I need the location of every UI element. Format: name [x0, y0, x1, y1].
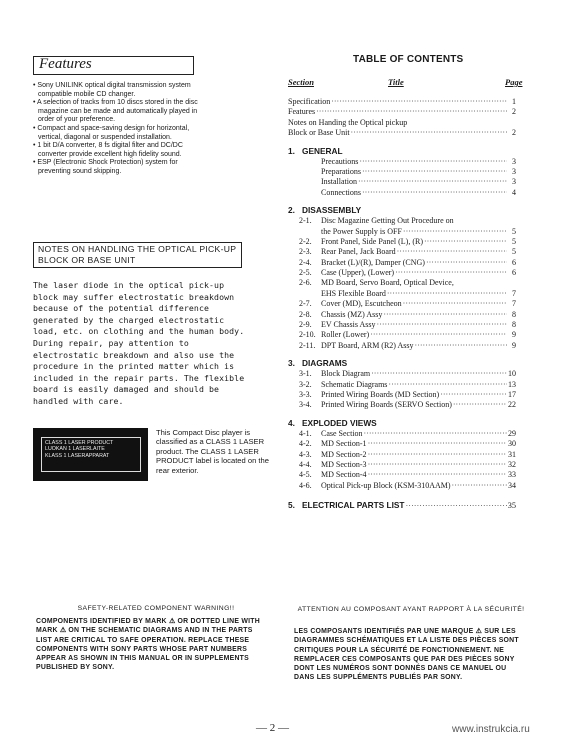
toc-entry-title: Disc Magazine Getting Out Procedure on [321, 216, 454, 226]
toc-entry-number: 3-3. [299, 389, 312, 399]
toc-entry [288, 330, 516, 340]
toc-entry-number: 3-1. [299, 369, 312, 379]
toc-entry-page: 34 [508, 480, 516, 490]
toc-entry [288, 278, 516, 288]
toc-leader-dots [403, 299, 507, 309]
toc-entry-page: 8 [512, 320, 516, 330]
toc-leader-dots [316, 107, 507, 117]
toc-entry-title: Rear Panel, Jack Board [321, 247, 396, 257]
laser-description: This Compact Disc player is classified as a CLASS 1 LASER product. The CLASS 1 LASER PRODUCT label is located on the rear exterior. [156, 428, 269, 475]
toc-entry-title: Bracket (L)/(R), Damper (CNG) [321, 257, 425, 267]
toc-section-heading [288, 500, 516, 511]
toc-entry [288, 400, 516, 410]
toc-entry-page: 33 [508, 470, 516, 480]
toc-section-heading [288, 205, 516, 216]
toc-entry [288, 216, 516, 226]
toc-entry-page: 35 [507, 501, 516, 511]
toc-entry-title: MD Section-1 [321, 439, 367, 449]
toc-entry [288, 341, 516, 351]
toc-entry-page: 17 [508, 389, 516, 399]
toc-entry-title: Preparations [321, 166, 361, 176]
toc-entry-number: 4-2. [299, 439, 312, 449]
toc-entry [288, 118, 516, 128]
notes-body: The laser diode in the optical pick-up block may suffer electrostatic breakdown because of the potential difference generated by the charged electrostatic load, etc. on clothing and the human body. During repair, pay attention to electrostatic breakdown and also use the procedure in the printed matter which is included in the repair parts. The flexible board is easily damaged and should be handled with care. [33, 280, 245, 406]
toc-leader-dots [440, 390, 507, 400]
warning-fr-title: ATTENTION AU COMPOSANT AYANT RAPPORT À LA SÉCURITÉ! [297, 606, 525, 613]
toc-entry-number: 4-6. [299, 480, 312, 490]
toc-entry-title: Cover (MD), Escutcheon [321, 299, 402, 309]
toc-entry [288, 369, 516, 379]
toc-section-number: 4. [288, 417, 295, 428]
toc-entry-title: Optical Pick-up Block (KSM-310AAM) [321, 480, 451, 490]
toc-entry-title: MD Section-4 [321, 470, 367, 480]
toc-leader-dots [368, 470, 507, 480]
features-item: • Compact and space-saving design for horizontal, vertical, diagonal or suspended installation. [33, 124, 190, 141]
toc-entry-number: 4-4. [299, 459, 312, 469]
toc-entry [288, 227, 516, 237]
toc-entry-title: Block or Base Unit [288, 128, 350, 138]
toc-entry-title: Case Section [321, 428, 363, 438]
toc-entry-title: DPT Board, ARM (R2) Assy [321, 340, 414, 350]
toc-section-heading [288, 418, 516, 429]
toc-entry [288, 258, 516, 268]
toc-entry-page: 32 [508, 459, 516, 469]
toc-entry-page: 7 [512, 288, 516, 298]
toc-entry-page: 3 [512, 166, 516, 176]
toc-entry-page: 5 [512, 247, 516, 257]
toc-entry-title: Printed Wiring Boards (SERVO Section) [321, 400, 452, 410]
toc-entry [288, 429, 516, 439]
toc-entry-number: 2-5. [299, 268, 312, 278]
toc-entry-page: 10 [508, 369, 516, 379]
toc-column-page: Page [505, 77, 523, 87]
toc-entry [288, 450, 516, 460]
toc-section-number: 5. [288, 500, 295, 511]
toc-section-number: 3. [288, 358, 295, 369]
toc-entry-page: 5 [512, 236, 516, 246]
toc-entry-page: 9 [512, 330, 516, 340]
laser-label-line: LUOKAN 1 LASERLAITE [45, 446, 105, 453]
toc-section-number: 1. [288, 145, 295, 156]
toc-entry-title: Printed Wiring Boards (MD Section) [321, 389, 440, 399]
toc-leader-dots [364, 429, 507, 439]
features-item: • ESP (Electronic Shock Protection) system for preventing sound skipping. [33, 159, 178, 175]
toc-entry-number: 4-3. [299, 449, 312, 459]
toc-entry-page: 22 [508, 400, 516, 410]
toc-entry [288, 460, 516, 470]
toc-section-name: DISASSEMBLY [302, 205, 362, 216]
toc-leader-dots [453, 400, 507, 410]
toc-entry-number: 2-8. [299, 309, 312, 319]
toc-entry-number: 2-6. [299, 278, 312, 288]
toc-entry-number: 2-7. [299, 299, 312, 309]
laser-label-line: CLASS 1 LASER PRODUCT [45, 440, 114, 446]
laser-label-line: KLASS 1 LASERAPPARAT [45, 452, 110, 459]
toc-entry-title: Roller (Lower) [321, 330, 370, 340]
toc-entry [288, 247, 516, 257]
toc-entry-title: Features [288, 107, 316, 117]
toc-entry-title: MD Board, Servo Board, Optical Device, [321, 278, 454, 288]
toc-leader-dots [397, 247, 507, 257]
toc-leader-dots [395, 268, 507, 278]
page-number: — 2 — [256, 722, 289, 734]
toc-leader-dots [371, 369, 507, 379]
toc-entry-title: Notes on Handing the Optical pickup [288, 117, 408, 127]
toc-entry-title: Installation [321, 177, 357, 187]
toc-entry-page: 30 [508, 439, 516, 449]
toc-section-heading [288, 358, 516, 369]
features-item: • 1 bit D/A converter, 8 fs digital filter and DC/DC converter provide excellent high fidelity sound. [33, 142, 183, 158]
toc-leader-dots [383, 310, 507, 320]
toc-leader-dots [368, 450, 507, 460]
toc-entry-number: 2-3. [299, 247, 312, 257]
toc-entry-page: 9 [512, 340, 516, 350]
toc-entry [288, 188, 516, 198]
toc-entry-title: MD Section-3 [321, 459, 367, 469]
toc-leader-dots [362, 167, 507, 177]
toc-entry-number: 4-1. [299, 428, 312, 438]
toc-leader-dots [370, 330, 507, 340]
toc-entry-page: 4 [512, 187, 516, 197]
table-of-contents [288, 97, 516, 511]
toc-leader-dots [351, 128, 507, 138]
toc-entry [288, 268, 516, 278]
toc-column-section: Section [288, 77, 314, 87]
toc-entry-number: 2-2. [299, 236, 312, 246]
toc-entry [288, 177, 516, 187]
toc-section-heading [288, 146, 516, 157]
toc-leader-dots [403, 227, 507, 237]
toc-column-title: Title [388, 77, 404, 87]
toc-entry-page: 6 [512, 257, 516, 267]
features-list [33, 82, 208, 177]
toc-entry-page: 6 [512, 268, 516, 278]
toc-entry-page: 3 [512, 177, 516, 187]
toc-entry-page: 5 [512, 226, 516, 236]
toc-leader-dots [452, 481, 507, 491]
notes-title: NOTES ON HANDLING THE OPTICAL PICK-UP BLOCK OR BASE UNIT [38, 244, 237, 265]
toc-entry-number: 2-1. [299, 216, 312, 226]
toc-entry-page: 3 [512, 156, 516, 166]
toc-leader-dots [358, 177, 507, 187]
toc-entry [288, 439, 516, 449]
toc-leader-dots [415, 341, 507, 351]
toc-entry-number: 2-4. [299, 257, 312, 267]
toc-entry-title: EV Chassis Assy [321, 320, 376, 330]
toc-leader-dots [368, 439, 507, 449]
toc-entry [288, 320, 516, 330]
toc-entry-title: Precautions [321, 156, 359, 166]
toc-section-name: DIAGRAMS [302, 358, 348, 369]
toc-entry-page: 8 [512, 309, 516, 319]
toc-entry [288, 310, 516, 320]
toc-section-name: GENERAL [302, 145, 343, 156]
laser-label-text [45, 440, 113, 459]
toc-entry-number: 4-5. [299, 470, 312, 480]
warning-en-body: COMPONENTS IDENTIFIED BY MARK ⚠ OR DOTTED LINE WITH MARK ⚠ ON THE SCHEMATIC DIAGRAMS AND IN THE PARTS LIST ARE CRITICAL TO SAFE OPERATION. REPLACE THESE COMPONENTS WITH SONY PARTS WHOSE PART NUMBERS APPEAR AS SHOWN IN THIS MANUAL OR IN SUPPLEMENTS PUBLISHED BY SONY. [36, 618, 260, 672]
toc-entry-title: Case (Upper), (Lower) [321, 268, 395, 278]
toc-entry [288, 128, 516, 138]
toc-entry-title: Schematic Diagrams [321, 379, 388, 389]
toc-entry-page: 29 [508, 428, 516, 438]
toc-entry [288, 157, 516, 167]
toc-leader-dots [362, 188, 507, 198]
toc-entry-title: MD Section-2 [321, 449, 367, 459]
toc-entry [288, 299, 516, 309]
toc-entry-title: Front Panel, Side Panel (L), (R) [321, 236, 423, 246]
toc-entry-number: 3-4. [299, 400, 312, 410]
toc-entry-page: 2 [512, 128, 516, 138]
toc-entry [288, 289, 516, 299]
warning-fr-body: LES COMPOSANTS IDENTIFIÉS PAR UNE MARQUE ⚠ SUR LES DIAGRAMMES SCHÉMATIQUES ET LA LISTE DES PIÈCES SONT CRITIQUES POUR LA SÉCURITÉ DE FONCTIONNEMENT. NE REMPLACER CES COMPOSANTS QUE PAR DES PIÈCES SONY DONT LES NUMÉROS SONT DONNÉS DANS CE MANUEL OU DANS LES SUPPLÉMENTS PUBLIÉS PAR SONY. [294, 628, 519, 682]
toc-entry [288, 237, 516, 247]
toc-entry [288, 97, 516, 107]
toc-entry-title: Connections [321, 187, 361, 197]
toc-entry-number: 2-9. [299, 320, 312, 330]
toc-leader-dots [377, 320, 507, 330]
toc-entry-page: 31 [508, 449, 516, 459]
toc-section-name: EXPLODED VIEWS [302, 417, 377, 428]
toc-leader-dots [359, 157, 507, 167]
toc-leader-dots [388, 380, 507, 390]
toc-leader-dots [424, 237, 507, 247]
toc-entry-title: Specification [288, 97, 331, 106]
toc-entry-page: 2 [512, 107, 516, 117]
toc-entry-page: 1 [512, 97, 516, 106]
toc-entry [288, 107, 516, 117]
toc-heading: TABLE OF CONTENTS [353, 54, 464, 65]
toc-entry-page: 7 [512, 299, 516, 309]
toc-leader-dots [331, 97, 507, 107]
toc-entry-title: Chassis (MZ) Assy [321, 309, 383, 319]
features-item: • A selection of tracks from 10 discs stored in the disc magazine can be made and automatically played in order of your preference. [33, 99, 198, 124]
toc-leader-dots [368, 460, 507, 470]
toc-leader-dots [387, 289, 507, 299]
features-item: • Sony UNILINK optical digital transmission system compatible mobile CD changer. [33, 82, 191, 98]
toc-entry [288, 470, 516, 480]
features-title: Features [39, 56, 92, 72]
toc-entry [288, 167, 516, 177]
watermark: www.instrukcia.ru [452, 724, 530, 735]
toc-entry-number: 2-10. [299, 330, 316, 340]
toc-entry-number: 3-2. [299, 379, 312, 389]
toc-section-number: 2. [288, 205, 295, 216]
toc-leader-dots [426, 258, 507, 268]
toc-section-name: ELECTRICAL PARTS LIST [302, 500, 405, 511]
toc-entry [288, 481, 516, 491]
toc-entry [288, 380, 516, 390]
toc-leader-dots [405, 500, 506, 510]
warning-en-title: SAFETY-RELATED COMPONENT WARNING!! [77, 605, 235, 612]
toc-entry-number: 2-11. [299, 340, 316, 350]
toc-entry-title: the Power Supply is OFF [321, 226, 402, 236]
toc-entry-page: 13 [508, 379, 516, 389]
toc-entry [288, 390, 516, 400]
toc-entry-title: Block Diagram [321, 369, 371, 379]
toc-entry-title: EHS Flexible Board [321, 288, 386, 298]
